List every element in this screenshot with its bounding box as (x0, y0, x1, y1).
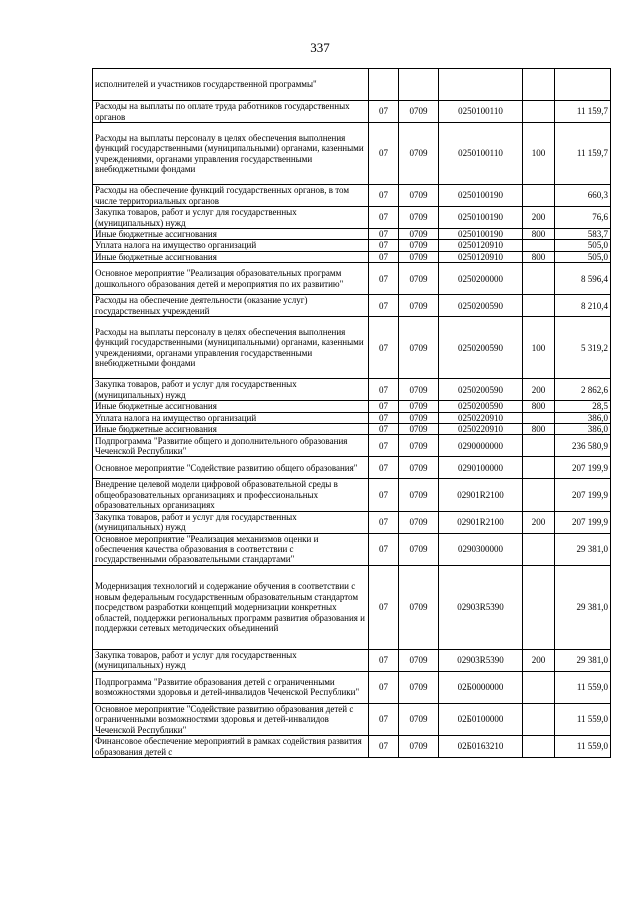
row-target-article: 02Б0163210 (439, 736, 523, 758)
row-name: Основное мероприятие "Реализация образовательных программ дошкольного образования детей и мероприятия по их развитию" (93, 263, 369, 295)
row-section-code: 07 (369, 424, 399, 435)
row-amount: 29 381,0 (555, 565, 611, 649)
row-target-article: 0250100190 (439, 185, 523, 207)
row-section-code: 07 (369, 412, 399, 423)
row-section-code: 07 (369, 671, 399, 703)
row-section-code: 07 (369, 317, 399, 379)
table-row (93, 379, 611, 401)
row-section-code: 07 (369, 457, 399, 479)
table-row (93, 101, 611, 123)
table-row (93, 240, 611, 251)
row-target-article: 0250200000 (439, 263, 523, 295)
row-amount: 8 596,4 (555, 263, 611, 295)
row-subsection-code: 0709 (399, 240, 439, 251)
row-amount: 660,3 (555, 185, 611, 207)
row-amount: 76,6 (555, 207, 611, 229)
table-row (93, 649, 611, 671)
table-row (93, 457, 611, 479)
row-expense-type: 800 (523, 251, 555, 262)
row-name: Уплата налога на имущество организаций (93, 240, 369, 251)
row-name: Иные бюджетные ассигнования (93, 424, 369, 435)
row-name: Закупка товаров, работ и услуг для государственных (муниципальных) нужд (93, 511, 369, 533)
row-subsection-code: 0709 (399, 317, 439, 379)
row-subsection-code: 0709 (399, 379, 439, 401)
row-section-code: 07 (369, 435, 399, 457)
table-row (93, 251, 611, 262)
row-amount: 207 199,9 (555, 511, 611, 533)
row-target-article: 0290000000 (439, 435, 523, 457)
row-section-code: 07 (369, 401, 399, 412)
row-section-code: 07 (369, 123, 399, 185)
row-subsection-code: 0709 (399, 424, 439, 435)
row-target-article: 0250120910 (439, 251, 523, 262)
budget-table-body (93, 69, 611, 758)
row-name: Подпрограмма "Развитие общего и дополнительного образования Чеченской Республики" (93, 435, 369, 457)
row-amount: 5 319,2 (555, 317, 611, 379)
row-expense-type: 200 (523, 379, 555, 401)
row-expense-type (523, 533, 555, 565)
row-amount: 505,0 (555, 251, 611, 262)
row-subsection-code: 0709 (399, 295, 439, 317)
row-expense-type (523, 101, 555, 123)
row-expense-type (523, 295, 555, 317)
row-section-code: 07 (369, 229, 399, 240)
row-amount: 2 862,6 (555, 379, 611, 401)
table-row (93, 401, 611, 412)
row-subsection-code: 0709 (399, 101, 439, 123)
row-name: Иные бюджетные ассигнования (93, 401, 369, 412)
table-row (93, 412, 611, 423)
row-expense-type: 100 (523, 123, 555, 185)
row-subsection-code: 0709 (399, 671, 439, 703)
row-target-article: 0250200590 (439, 401, 523, 412)
table-row (93, 479, 611, 511)
row-expense-type (523, 565, 555, 649)
row-amount: 386,0 (555, 412, 611, 423)
table-row (93, 317, 611, 379)
row-target-article: 0250220910 (439, 412, 523, 423)
row-name: Модернизация технологий и содержание обучения в соответствии с новым федеральным государственным образовательным стандартом посредством разработки концепций модернизации конкретных областей, поддержки региональных программ развития образования и поддержки сетевых методических объединений (93, 565, 369, 649)
row-target-article: 0250200590 (439, 379, 523, 401)
row-name: Расходы на выплаты по оплате труда работников государственных органов (93, 101, 369, 123)
row-section-code: 07 (369, 736, 399, 758)
row-target-article: 02903R5390 (439, 565, 523, 649)
budget-table (92, 68, 611, 758)
row-subsection-code (399, 69, 439, 101)
table-row (93, 703, 611, 735)
table-row (93, 424, 611, 435)
row-section-code: 07 (369, 207, 399, 229)
row-expense-type (523, 263, 555, 295)
row-name: Закупка товаров, работ и услуг для государственных (муниципальных) нужд (93, 207, 369, 229)
row-amount: 11 159,7 (555, 123, 611, 185)
row-subsection-code: 0709 (399, 703, 439, 735)
row-section-code: 07 (369, 565, 399, 649)
row-name: Закупка товаров, работ и услуг для государственных (муниципальных) нужд (93, 379, 369, 401)
row-expense-type: 800 (523, 424, 555, 435)
row-section-code: 07 (369, 185, 399, 207)
row-target-article: 0250100110 (439, 101, 523, 123)
row-name: Подпрограмма "Развитие образования детей с ограниченными возможностями здоровья и детей-инвалидов Чеченской Республики" (93, 671, 369, 703)
row-target-article: 0250200590 (439, 317, 523, 379)
page-number: 337 (310, 40, 330, 55)
row-expense-type (523, 435, 555, 457)
row-name: Уплата налога на имущество организаций (93, 412, 369, 423)
row-name: Внедрение целевой модели цифровой образовательной среды в общеобразовательных организациях и профессиональных образовательных организациях (93, 479, 369, 511)
row-subsection-code: 0709 (399, 123, 439, 185)
row-name: Расходы на обеспечение деятельности (оказание услуг) государственных учреждений (93, 295, 369, 317)
table-row (93, 511, 611, 533)
row-amount: 11 159,7 (555, 101, 611, 123)
row-subsection-code: 0709 (399, 229, 439, 240)
row-target-article: 0250100190 (439, 207, 523, 229)
row-target-article: 0250120910 (439, 240, 523, 251)
row-target-article: 0250220910 (439, 424, 523, 435)
row-subsection-code: 0709 (399, 736, 439, 758)
row-expense-type: 200 (523, 511, 555, 533)
row-target-article: 02901R2100 (439, 479, 523, 511)
row-subsection-code: 0709 (399, 401, 439, 412)
row-expense-type (523, 240, 555, 251)
row-expense-type (523, 457, 555, 479)
row-amount: 29 381,0 (555, 533, 611, 565)
row-target-article: 0290300000 (439, 533, 523, 565)
row-amount: 236 580,9 (555, 435, 611, 457)
row-section-code: 07 (369, 703, 399, 735)
row-name: Основное мероприятие "Содействие развитию общего образования" (93, 457, 369, 479)
row-section-code: 07 (369, 240, 399, 251)
row-amount: 11 559,0 (555, 703, 611, 735)
row-name: Основное мероприятие "Реализация механизмов оценки и обеспечения качества образования в соответствии с государственными образовательными стандартами" (93, 533, 369, 565)
row-target-article: 02903R5390 (439, 649, 523, 671)
row-expense-type (523, 412, 555, 423)
row-target-article: 0250100190 (439, 229, 523, 240)
row-target-article: 02Б0000000 (439, 671, 523, 703)
row-amount: 207 199,9 (555, 479, 611, 511)
row-expense-type: 800 (523, 401, 555, 412)
table-row (93, 263, 611, 295)
row-subsection-code: 0709 (399, 457, 439, 479)
row-subsection-code: 0709 (399, 533, 439, 565)
row-subsection-code: 0709 (399, 207, 439, 229)
row-section-code: 07 (369, 251, 399, 262)
row-section-code: 07 (369, 533, 399, 565)
row-amount (555, 69, 611, 101)
row-target-article: 0290100000 (439, 457, 523, 479)
row-expense-type: 100 (523, 317, 555, 379)
row-target-article: 0250200590 (439, 295, 523, 317)
row-section-code: 07 (369, 511, 399, 533)
row-amount: 11 559,0 (555, 671, 611, 703)
row-subsection-code: 0709 (399, 649, 439, 671)
row-target-article: 0250100110 (439, 123, 523, 185)
row-name: исполнителей и участников государственной программы" (93, 69, 369, 101)
row-subsection-code: 0709 (399, 479, 439, 511)
row-amount: 28,5 (555, 401, 611, 412)
row-section-code (369, 69, 399, 101)
row-subsection-code: 0709 (399, 435, 439, 457)
table-row (93, 736, 611, 758)
row-amount: 386,0 (555, 424, 611, 435)
row-expense-type (523, 185, 555, 207)
row-expense-type (523, 703, 555, 735)
row-expense-type (523, 671, 555, 703)
row-target-article (439, 69, 523, 101)
table-row (93, 671, 611, 703)
row-amount: 505,0 (555, 240, 611, 251)
row-amount: 583,7 (555, 229, 611, 240)
row-target-article: 02Б0100000 (439, 703, 523, 735)
row-subsection-code: 0709 (399, 565, 439, 649)
row-section-code: 07 (369, 649, 399, 671)
table-row (93, 229, 611, 240)
row-section-code: 07 (369, 263, 399, 295)
row-subsection-code: 0709 (399, 263, 439, 295)
table-row (93, 295, 611, 317)
row-subsection-code: 0709 (399, 185, 439, 207)
row-section-code: 07 (369, 479, 399, 511)
row-expense-type (523, 736, 555, 758)
table-row (93, 123, 611, 185)
row-name: Основное мероприятие "Содействие развитию образования детей с ограниченными возможностями здоровья и детей-инвалидов Чеченской Республики" (93, 703, 369, 735)
row-name: Расходы на обеспечение функций государственных органов, в том числе территориальных органов (93, 185, 369, 207)
row-amount: 11 559,0 (555, 736, 611, 758)
row-name: Расходы на выплаты персоналу в целях обеспечения выполнения функций государственными (муниципальными) органами, казенными учреждениями, органами управления государственными внебюджетными фондами (93, 317, 369, 379)
row-section-code: 07 (369, 101, 399, 123)
row-name: Закупка товаров, работ и услуг для государственных (муниципальных) нужд (93, 649, 369, 671)
row-name: Расходы на выплаты персоналу в целях обеспечения выполнения функций государственными (муниципальными) органами, казенными учреждениями, органами управления государственными внебюджетными фондами (93, 123, 369, 185)
row-section-code: 07 (369, 295, 399, 317)
row-subsection-code: 0709 (399, 511, 439, 533)
row-name: Иные бюджетные ассигнования (93, 229, 369, 240)
row-section-code: 07 (369, 379, 399, 401)
row-target-article: 02901R2100 (439, 511, 523, 533)
table-row (93, 185, 611, 207)
row-subsection-code: 0709 (399, 251, 439, 262)
row-subsection-code: 0709 (399, 412, 439, 423)
row-amount: 29 381,0 (555, 649, 611, 671)
row-expense-type: 800 (523, 229, 555, 240)
table-row (93, 565, 611, 649)
row-name: Иные бюджетные ассигнования (93, 251, 369, 262)
row-amount: 8 210,4 (555, 295, 611, 317)
table-row (93, 435, 611, 457)
row-expense-type (523, 69, 555, 101)
row-expense-type: 200 (523, 649, 555, 671)
row-amount: 207 199,9 (555, 457, 611, 479)
table-row (93, 69, 611, 101)
table-row (93, 207, 611, 229)
table-row (93, 533, 611, 565)
row-name: Финансовое обеспечение мероприятий в рамках содействия развития образования детей с (93, 736, 369, 758)
row-expense-type (523, 479, 555, 511)
row-expense-type: 200 (523, 207, 555, 229)
